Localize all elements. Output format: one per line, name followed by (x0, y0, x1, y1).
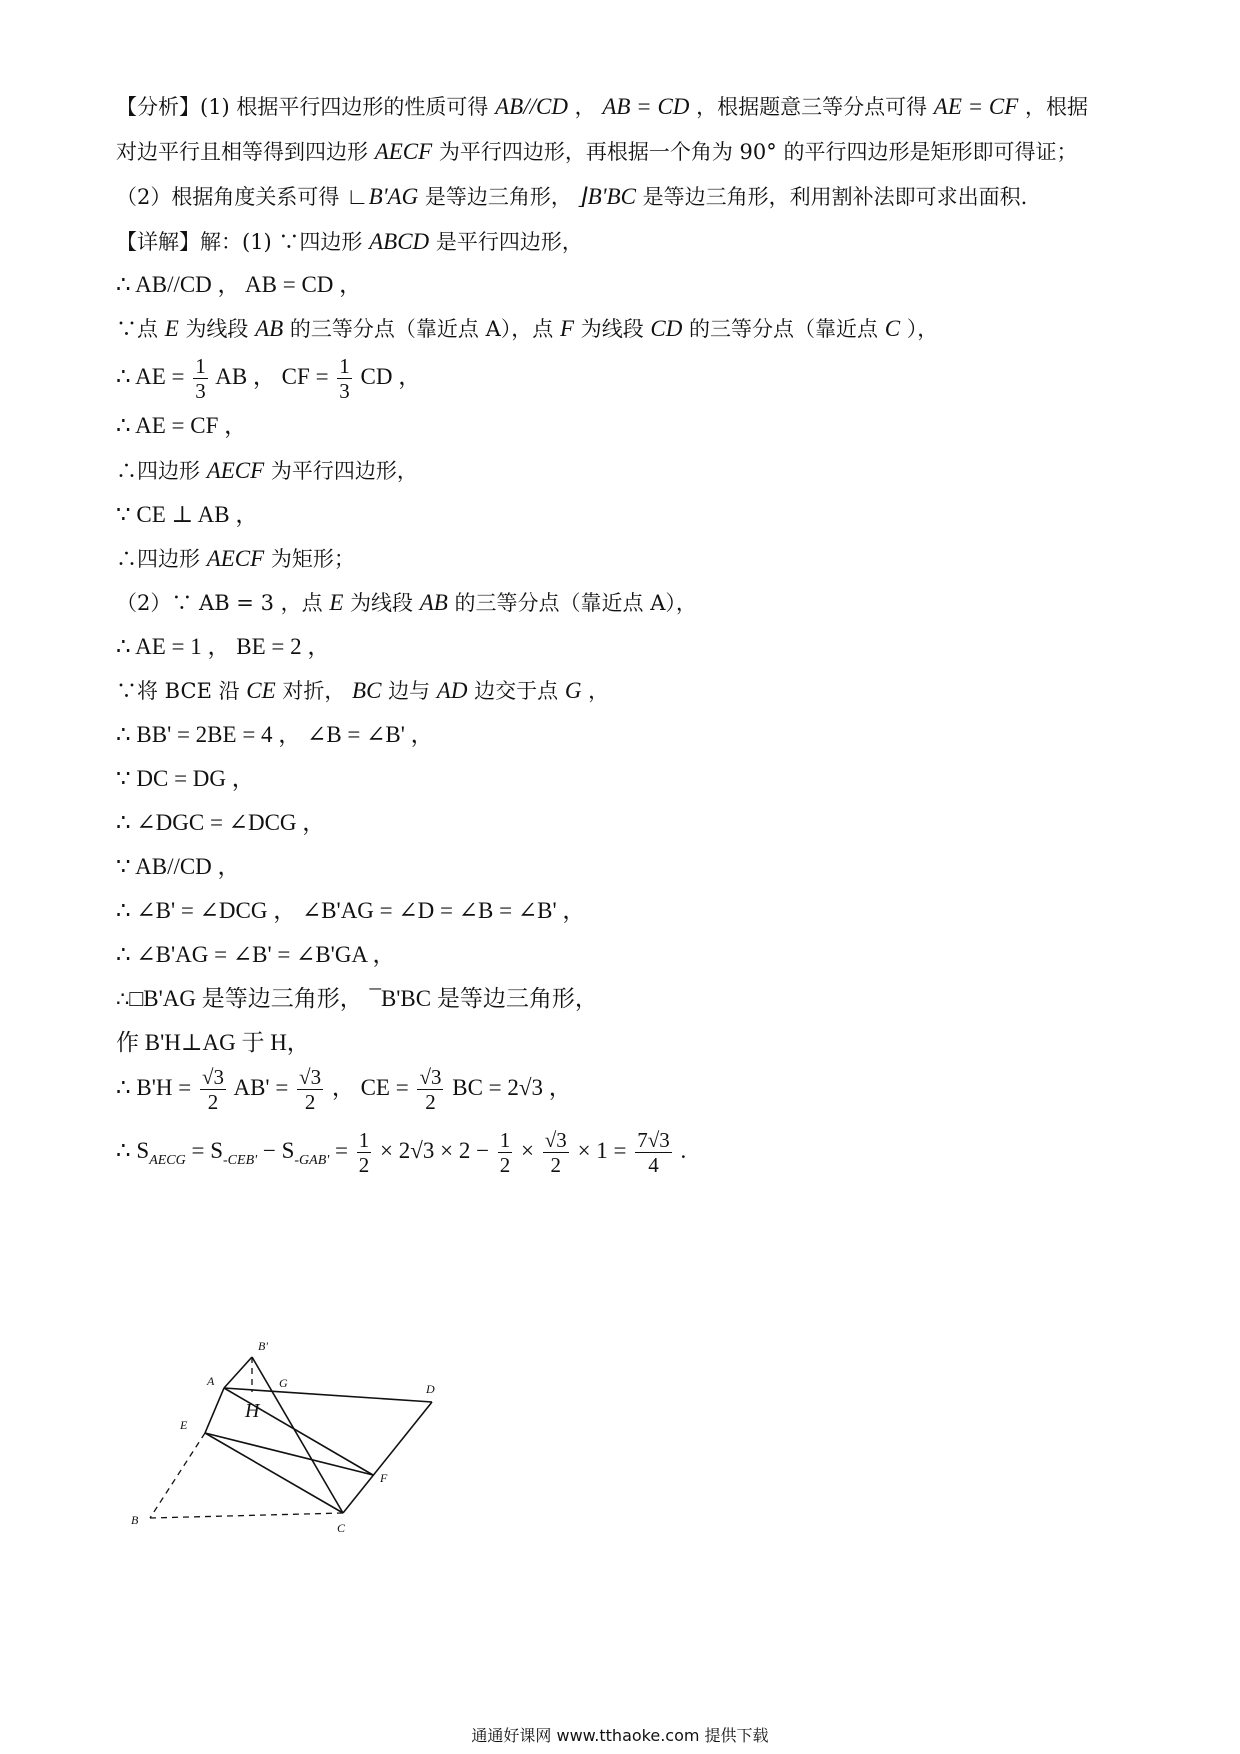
text: 为矩形； (270, 547, 355, 571)
math: AECF (206, 458, 265, 483)
label-C: C (337, 1521, 346, 1535)
text: 的三等分点（靠近点 (689, 317, 879, 341)
text: 的三等分点（靠近点 A）， (454, 591, 697, 615)
text: ∵将 BCE 沿 (116, 679, 240, 703)
text: ∴ (116, 987, 130, 1011)
segment-AE (205, 1388, 224, 1433)
solution-line-12: ∴ BB' = 2BE = 4 ， ∠B = ∠B' ， (116, 722, 434, 747)
text: AB' = (233, 1075, 289, 1100)
math: AB (419, 590, 448, 615)
text: B'BC 是等边三角形， (380, 986, 598, 1011)
text: ， (588, 679, 610, 703)
segment-EF (205, 1433, 373, 1475)
text: ∵点 (116, 317, 158, 341)
label-G: G (279, 1376, 288, 1390)
solution-line-5: ∴ AE = CF ， (116, 413, 248, 438)
label-F: F (380, 1471, 388, 1485)
text: B'AG 是等边三角形， (143, 986, 363, 1011)
solution-line-10: ∴ AE = 1 ， BE = 2 ， (116, 634, 331, 659)
segment-BC-dashed (150, 1513, 343, 1518)
denominator: 2 (499, 1153, 511, 1178)
math: □ (129, 986, 144, 1011)
text: AB ， CF = (215, 364, 329, 389)
math: AECF (206, 546, 265, 571)
math: AECF (374, 139, 433, 164)
text: 为线段 (350, 591, 414, 615)
label-E: E (180, 1418, 188, 1432)
text: 对折， (282, 679, 346, 703)
text: 是等边三角形，利用割补法即可求出面积. (642, 185, 1028, 209)
text: 边交于点 (474, 679, 559, 703)
numerator: 1 (339, 354, 350, 379)
label-D: D (426, 1382, 435, 1396)
numerator: 7√3 (637, 1128, 670, 1153)
label-B: B (131, 1513, 139, 1527)
math: ⌋B'BC (578, 184, 636, 209)
text: ）， (906, 317, 939, 341)
segment-EB-dashed (150, 1433, 205, 1518)
text: = (335, 1138, 348, 1163)
text: × 1 = (577, 1138, 627, 1163)
denominator: 2 (207, 1090, 219, 1115)
solution-line-2: ∴ AB//CD ， AB = CD ， (116, 272, 363, 297)
numerator: 1 (195, 354, 206, 379)
text: ，根据题意三等分点可得 (696, 95, 928, 119)
text: 是平行四边形， (435, 230, 583, 254)
text: 为线段 (580, 317, 644, 341)
text: − S (262, 1138, 295, 1163)
text: × 2√3 × 2 − (380, 1138, 490, 1163)
text: ， CE = (331, 1075, 409, 1100)
text: . (680, 1138, 687, 1163)
math: AB = CD (602, 94, 690, 119)
numerator: 1 (358, 1128, 370, 1153)
text: 为平行四边形，再根据一个角为 90° 的平行四边形是矩形即可得证； (438, 140, 1078, 164)
text: 是等边三角形， (424, 185, 572, 209)
math: ABCD (369, 229, 430, 254)
text: BC = 2√3 ， (452, 1075, 572, 1100)
text: （2）∵ AB = 3 ，点 (116, 591, 323, 615)
subscript: AECG (149, 1153, 186, 1168)
text: ∴四边形 (116, 547, 200, 571)
text: 【分析】(1) 根据平行四边形的性质可得 (116, 95, 489, 119)
subscript: -GAB' (294, 1153, 330, 1168)
text: ，根据 (1024, 95, 1088, 119)
footer-watermark: 通通好课网 www.tthaoke.com 提供下载 (471, 1726, 769, 1745)
math: ¯ (369, 986, 381, 1011)
text: 的三等分点（靠近点 A），点 (289, 317, 554, 341)
math: G (564, 678, 582, 703)
denominator: 2 (425, 1090, 436, 1115)
denominator: 3 (195, 379, 206, 404)
text: 边与 (388, 679, 431, 703)
text: 【详解】解：(1) ∵四边形 (116, 230, 363, 254)
text: ∴ B'H = (116, 1075, 192, 1100)
math: AE = CF (933, 94, 1019, 119)
solution-line-16: ∴ ∠B' = ∠DCG ， ∠B'AG = ∠D = ∠B = ∠B' ， (116, 898, 586, 923)
solution-line-15: ∵ AB//CD ， (116, 854, 241, 879)
math: AB (255, 316, 284, 341)
math: AD (436, 678, 468, 703)
text: ∴四边形 (116, 459, 200, 483)
math: C (884, 316, 901, 341)
text: 为平行四边形， (270, 459, 418, 483)
text: ， (574, 95, 596, 119)
solution-line-7: ∵ CE ⊥ AB ， (116, 502, 259, 527)
numerator: √3 (419, 1065, 442, 1090)
math: ∟B'AG (346, 184, 419, 209)
text: 为线段 (185, 317, 249, 341)
text: CD ， (360, 364, 422, 389)
label-H: H (245, 1400, 260, 1422)
solution-line-17: ∴ ∠B'AG = ∠B' = ∠B'GA ， (116, 942, 396, 967)
numerator: 1 (499, 1128, 511, 1153)
math: CE (246, 678, 276, 703)
numerator: √3 (544, 1128, 567, 1153)
denominator: 2 (304, 1090, 316, 1115)
solution-line-19: 作 B'H⊥AG 于 H， (116, 1030, 310, 1055)
segment-B1C (252, 1357, 343, 1513)
math: BC (352, 678, 382, 703)
denominator: 4 (648, 1153, 659, 1178)
numerator: √3 (299, 1065, 322, 1090)
math: F (559, 316, 575, 341)
denominator: 3 (339, 379, 350, 404)
solution-line-14: ∴ ∠DGC = ∠DCG ， (116, 810, 326, 835)
text: 对边平行且相等得到四边形 (116, 140, 368, 164)
math: AB//CD (495, 94, 568, 119)
denominator: 2 (550, 1153, 562, 1178)
text: ∴ S (116, 1138, 150, 1163)
label-A: A (207, 1374, 215, 1388)
text: ∴ AE = (116, 364, 185, 389)
text: × (521, 1138, 535, 1163)
math: E (329, 590, 344, 615)
text: = S (191, 1138, 224, 1163)
segment-AB1 (224, 1357, 252, 1388)
solution-line-13: ∵ DC = DG ， (116, 766, 255, 791)
math: E (164, 316, 179, 341)
segment-CD (343, 1402, 432, 1513)
text: （2）根据角度关系可得 (116, 185, 340, 209)
label-B1: B' (258, 1339, 268, 1353)
denominator: 2 (358, 1153, 370, 1178)
numerator: √3 (201, 1065, 224, 1090)
subscript: -CEB' (223, 1153, 258, 1168)
math: CD (650, 316, 683, 341)
